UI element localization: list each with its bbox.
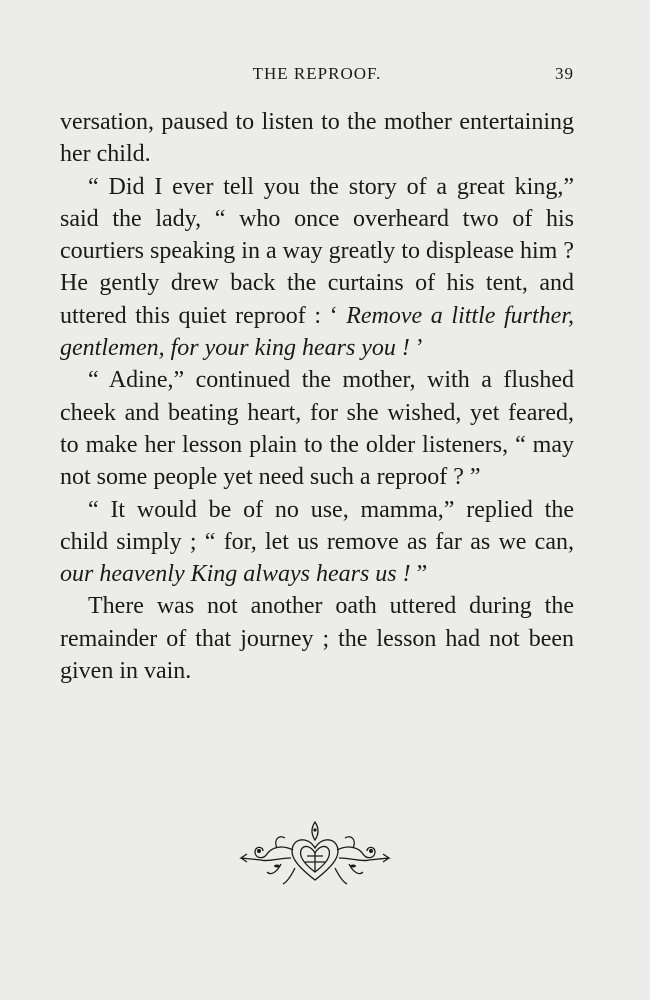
paragraph-4-italic: our heavenly King always hears us !	[60, 561, 411, 588]
paragraph-2	[60, 171, 574, 365]
paragraph-2-text: “ Did I ever tell you the story of a great king,” said the lady, “ who once overheard two of his courtiers speaking in a way greatly to displease him ? He gently drew back the curtains of his tent, and uttered this quiet reproof : ‘	[60, 173, 574, 329]
paragraph-5: There was not another oath uttered during the remainder of that journey ; the lesson had not been given in vain.	[60, 593, 574, 685]
paragraph-2-italic: Remove a little further, gentlemen, for your king hears you !	[60, 302, 575, 362]
paragraph-4	[60, 494, 574, 591]
paragraph-4-text: “ It would be of no use, mamma,” replied the child simply ; “ for, let us remove as far as we can,	[60, 496, 574, 555]
running-title: THE REPROOF.	[252, 64, 382, 83]
paragraph-3: “ Adine,” continued the mother, with a flushed cheek and beating heart, for she wished, yet feared, to make her lesson plain to the older listeners, “ may not some people yet need such a reproof ? ”	[60, 367, 574, 491]
paragraph-1: versation, paused to listen to the mother entertaining her child.	[60, 109, 574, 168]
paragraph-2-close: ’	[409, 335, 424, 362]
paragraph-4-close: ”	[410, 561, 428, 588]
body-text	[60, 106, 574, 687]
page-number: 39	[555, 64, 574, 83]
heart-flourish-ornament-icon	[237, 818, 393, 890]
